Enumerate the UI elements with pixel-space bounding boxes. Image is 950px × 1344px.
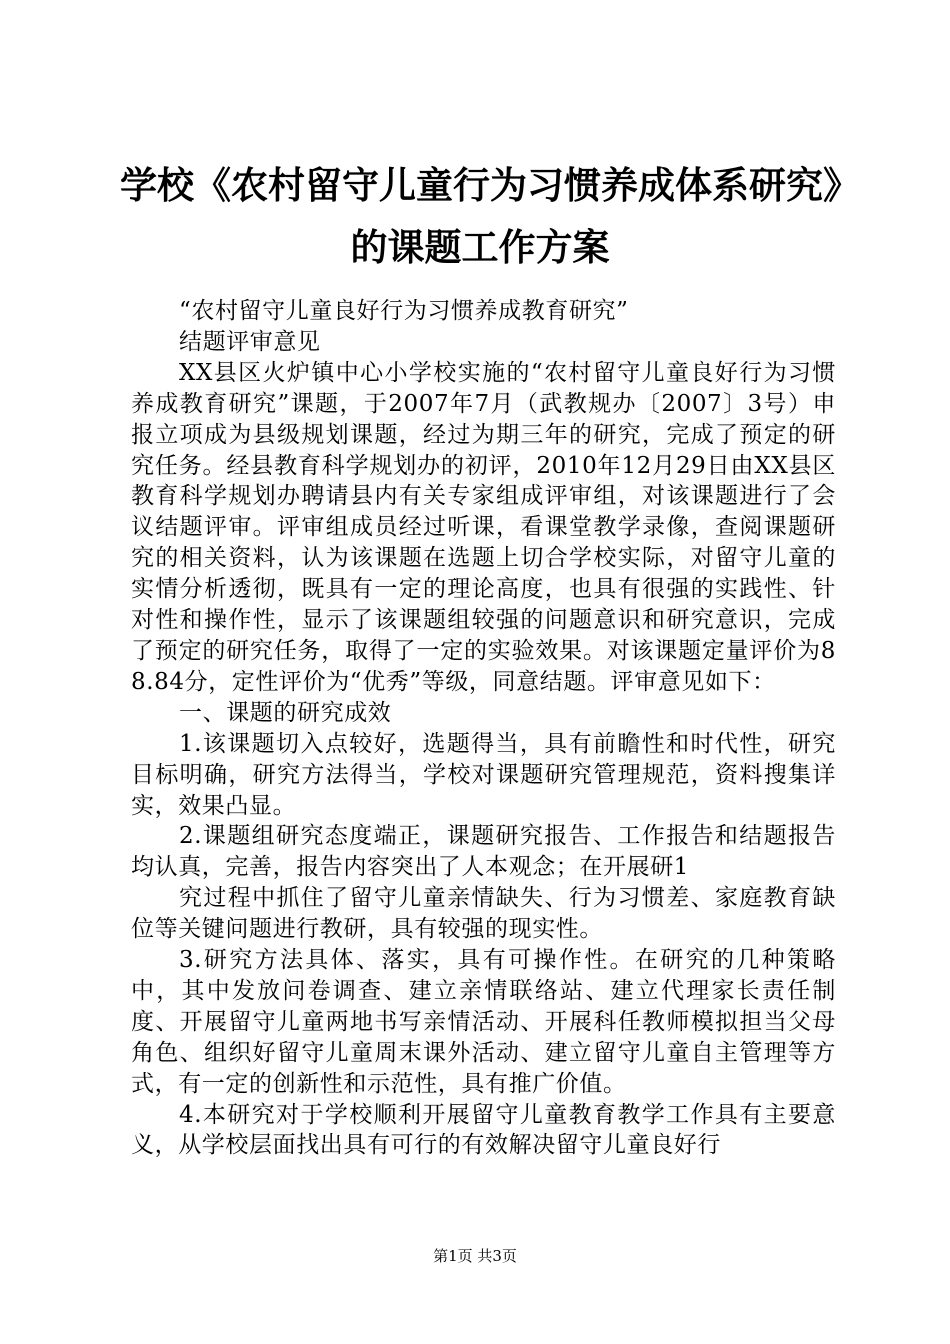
document-body xyxy=(131,296,836,1161)
body-paragraph: “农村留守儿童良好行为习惯养成教育研究” xyxy=(179,298,629,324)
body-paragraph: 结题评审意见 xyxy=(179,328,321,355)
body-paragraph: 4.本研究对于学校顺利开展留守儿童教育教学工作具有主要意义，从学校层面找出具有可行的有效解决留守儿童良好行 xyxy=(131,1101,836,1159)
body-paragraph: 2.课题组研究态度端正，课题研究报告、工作报告和结题报告均认真，完善，报告内容突出了人本观念；在开展研1 xyxy=(131,823,836,881)
body-paragraph: 1.该课题切入点较好，选题得当，具有前瞻性和时代性，研究目标明确，研究方法得当，学校对课题研究管理规范，资料搜集详实，效果凸显。 xyxy=(131,730,836,819)
body-paragraph: XX县区火炉镇中心小学校实施的“农村留守儿童良好行为习惯养成教育研究”课题，于2007年7月（武教规办〔2007〕3号）申报立项成为县级规划课题，经过为期三年的研究，完成了预定的研究任务。经县教育科学规划办的初评，2010年12月29日由XX县区教育科学规划办聘请县内有关专家组成评审组，对该课题进行了会议结题评审。评审组成员经过听课，看课堂教学录像，查阅课题研究的相关资料，认为该课题在选题上切合学校实际，对留守儿童的实情分析透彻，既具有一定的理论高度，也具有很强的实践性、针对性和操作性，显示了该课题组较强的问题意识和研究意识，完成了预定的研究任务，取得了一定的实验效果。对该课题定量评价为88.84分，定性评价为“优秀”等级，同意结题。评审意见如下： xyxy=(131,359,836,695)
document-title-line-1: 学校《农村留守儿童行为习惯养成体系研究》 xyxy=(120,163,860,207)
page-footer: 第1页 共3页 xyxy=(433,1247,517,1265)
document-title-line-2: 的课题工作方案 xyxy=(350,225,610,269)
body-paragraph: 3.研究方法具体、落实，具有可操作性。在研究的几种策略中，其中发放问卷调查、建立亲情联络站、建立代理家长责任制度、开展留守儿童两地书写亲情活动、开展科任教师模拟担当父母角色、组织好留守儿童周末课外活动、建立留守儿童自主管理等方式，有一定的创新性和示范性，具有推广价值。 xyxy=(131,947,836,1097)
body-paragraph: 究过程中抓住了留守儿童亲情缺失、行为习惯差、家庭教育缺位等关键问题进行教研，具有较强的现实性。 xyxy=(131,885,836,943)
section-heading: 一、课题的研究成效 xyxy=(179,699,392,726)
